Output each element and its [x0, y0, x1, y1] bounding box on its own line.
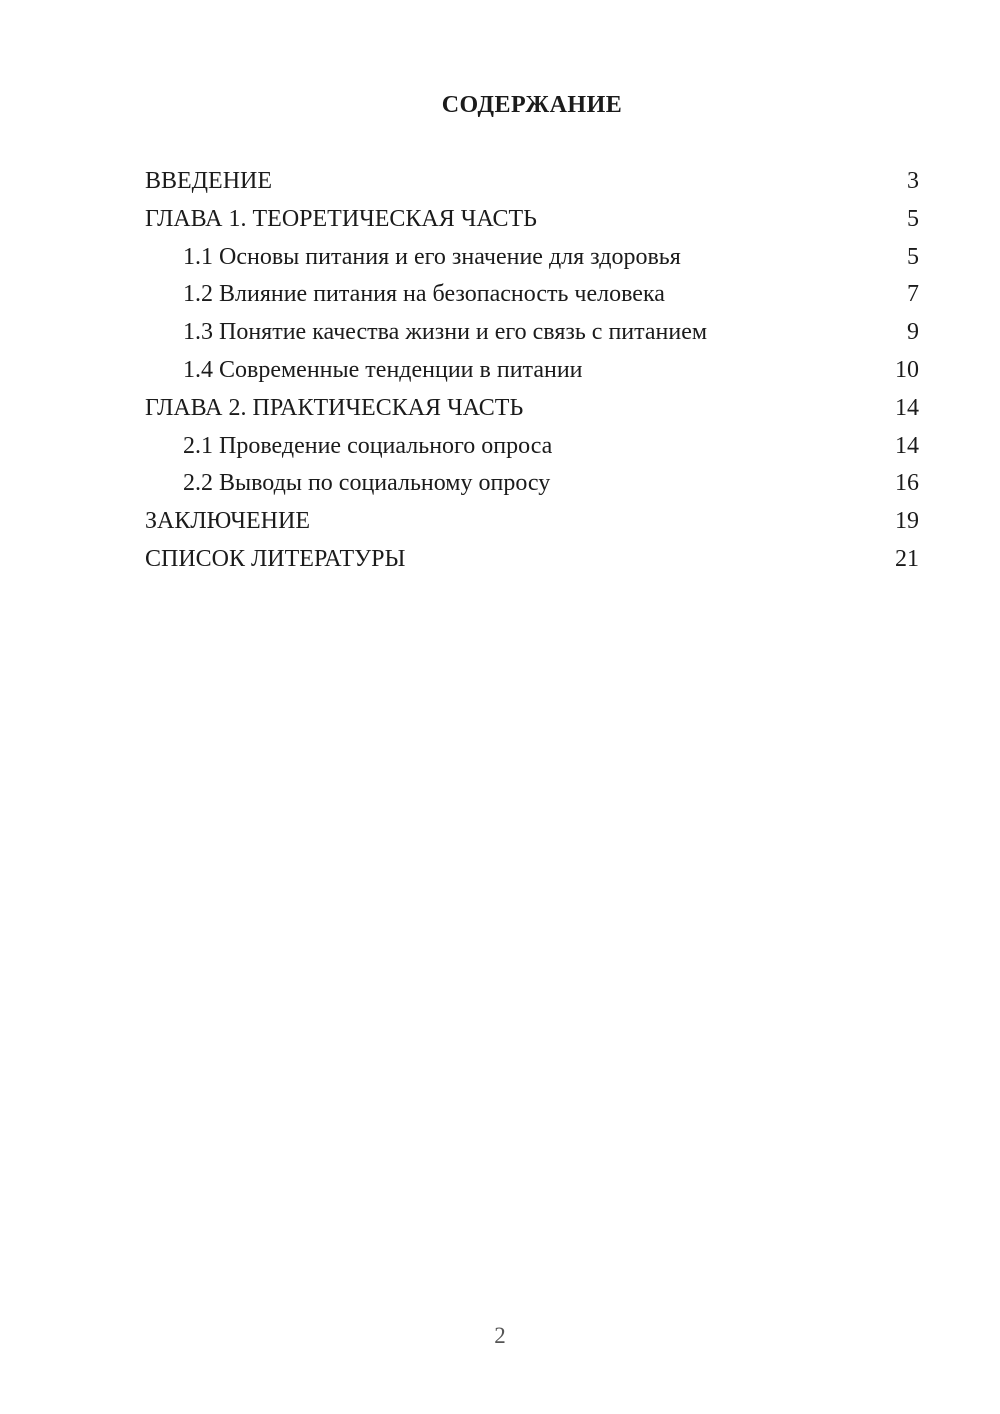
page-title: СОДЕРЖАНИЕ — [441, 92, 623, 118]
toc-entry-page: 9 — [907, 319, 919, 346]
toc-entry-label: ГЛАВА 2. ПРАКТИЧЕСКАЯ ЧАСТЬ — [145, 394, 524, 421]
toc-entry-page: 14 — [895, 432, 919, 459]
toc-entry — [145, 201, 919, 239]
toc-entry — [145, 314, 919, 352]
toc-entry — [145, 390, 919, 428]
toc-entry — [145, 276, 919, 314]
toc-entry — [145, 239, 919, 277]
toc-entry-page: 5 — [907, 243, 919, 270]
toc-entry — [145, 503, 919, 541]
toc-entry-label: СПИСОК ЛИТЕРАТУРЫ — [145, 545, 406, 572]
toc-entry-label: 1.3 Понятие качества жизни и его связь с питанием — [183, 319, 708, 346]
toc-entry-page: 21 — [895, 545, 919, 572]
toc-entry-label: 1.1 Основы питания и его значение для здоровья — [183, 243, 681, 270]
toc-entry — [145, 163, 919, 201]
footer-page-number: 2 — [494, 1323, 506, 1348]
toc-entry-page: 14 — [895, 394, 919, 421]
toc-entry — [145, 352, 919, 390]
toc-entry-label: ГЛАВА 1. ТЕОРЕТИЧЕСКАЯ ЧАСТЬ — [145, 205, 537, 232]
toc-entry-label: 1.4 Современные тенденции в питании — [183, 356, 583, 383]
toc-entry-page: 5 — [907, 205, 919, 232]
toc-entry-label: 1.2 Влияние питания на безопасность человека — [183, 281, 665, 308]
toc-entry-page: 16 — [895, 470, 919, 497]
toc-entry-page: 10 — [895, 356, 919, 383]
toc-entry-page: 3 — [907, 168, 919, 194]
toc-entry-label: 2.2 Выводы по социальному опросу — [183, 470, 551, 497]
toc-entry-label: ЗАКЛЮЧЕНИЕ — [145, 508, 310, 535]
toc-list — [145, 163, 919, 579]
toc-entry-page: 19 — [895, 508, 919, 535]
toc-entry — [145, 541, 919, 579]
toc-entry — [145, 428, 919, 466]
toc-entry — [145, 465, 919, 503]
toc-entry-page: 7 — [907, 281, 919, 308]
toc-entry-label: 2.1 Проведение социального опроса — [183, 432, 553, 459]
toc-entry-label: ВВЕДЕНИЕ — [145, 168, 273, 194]
